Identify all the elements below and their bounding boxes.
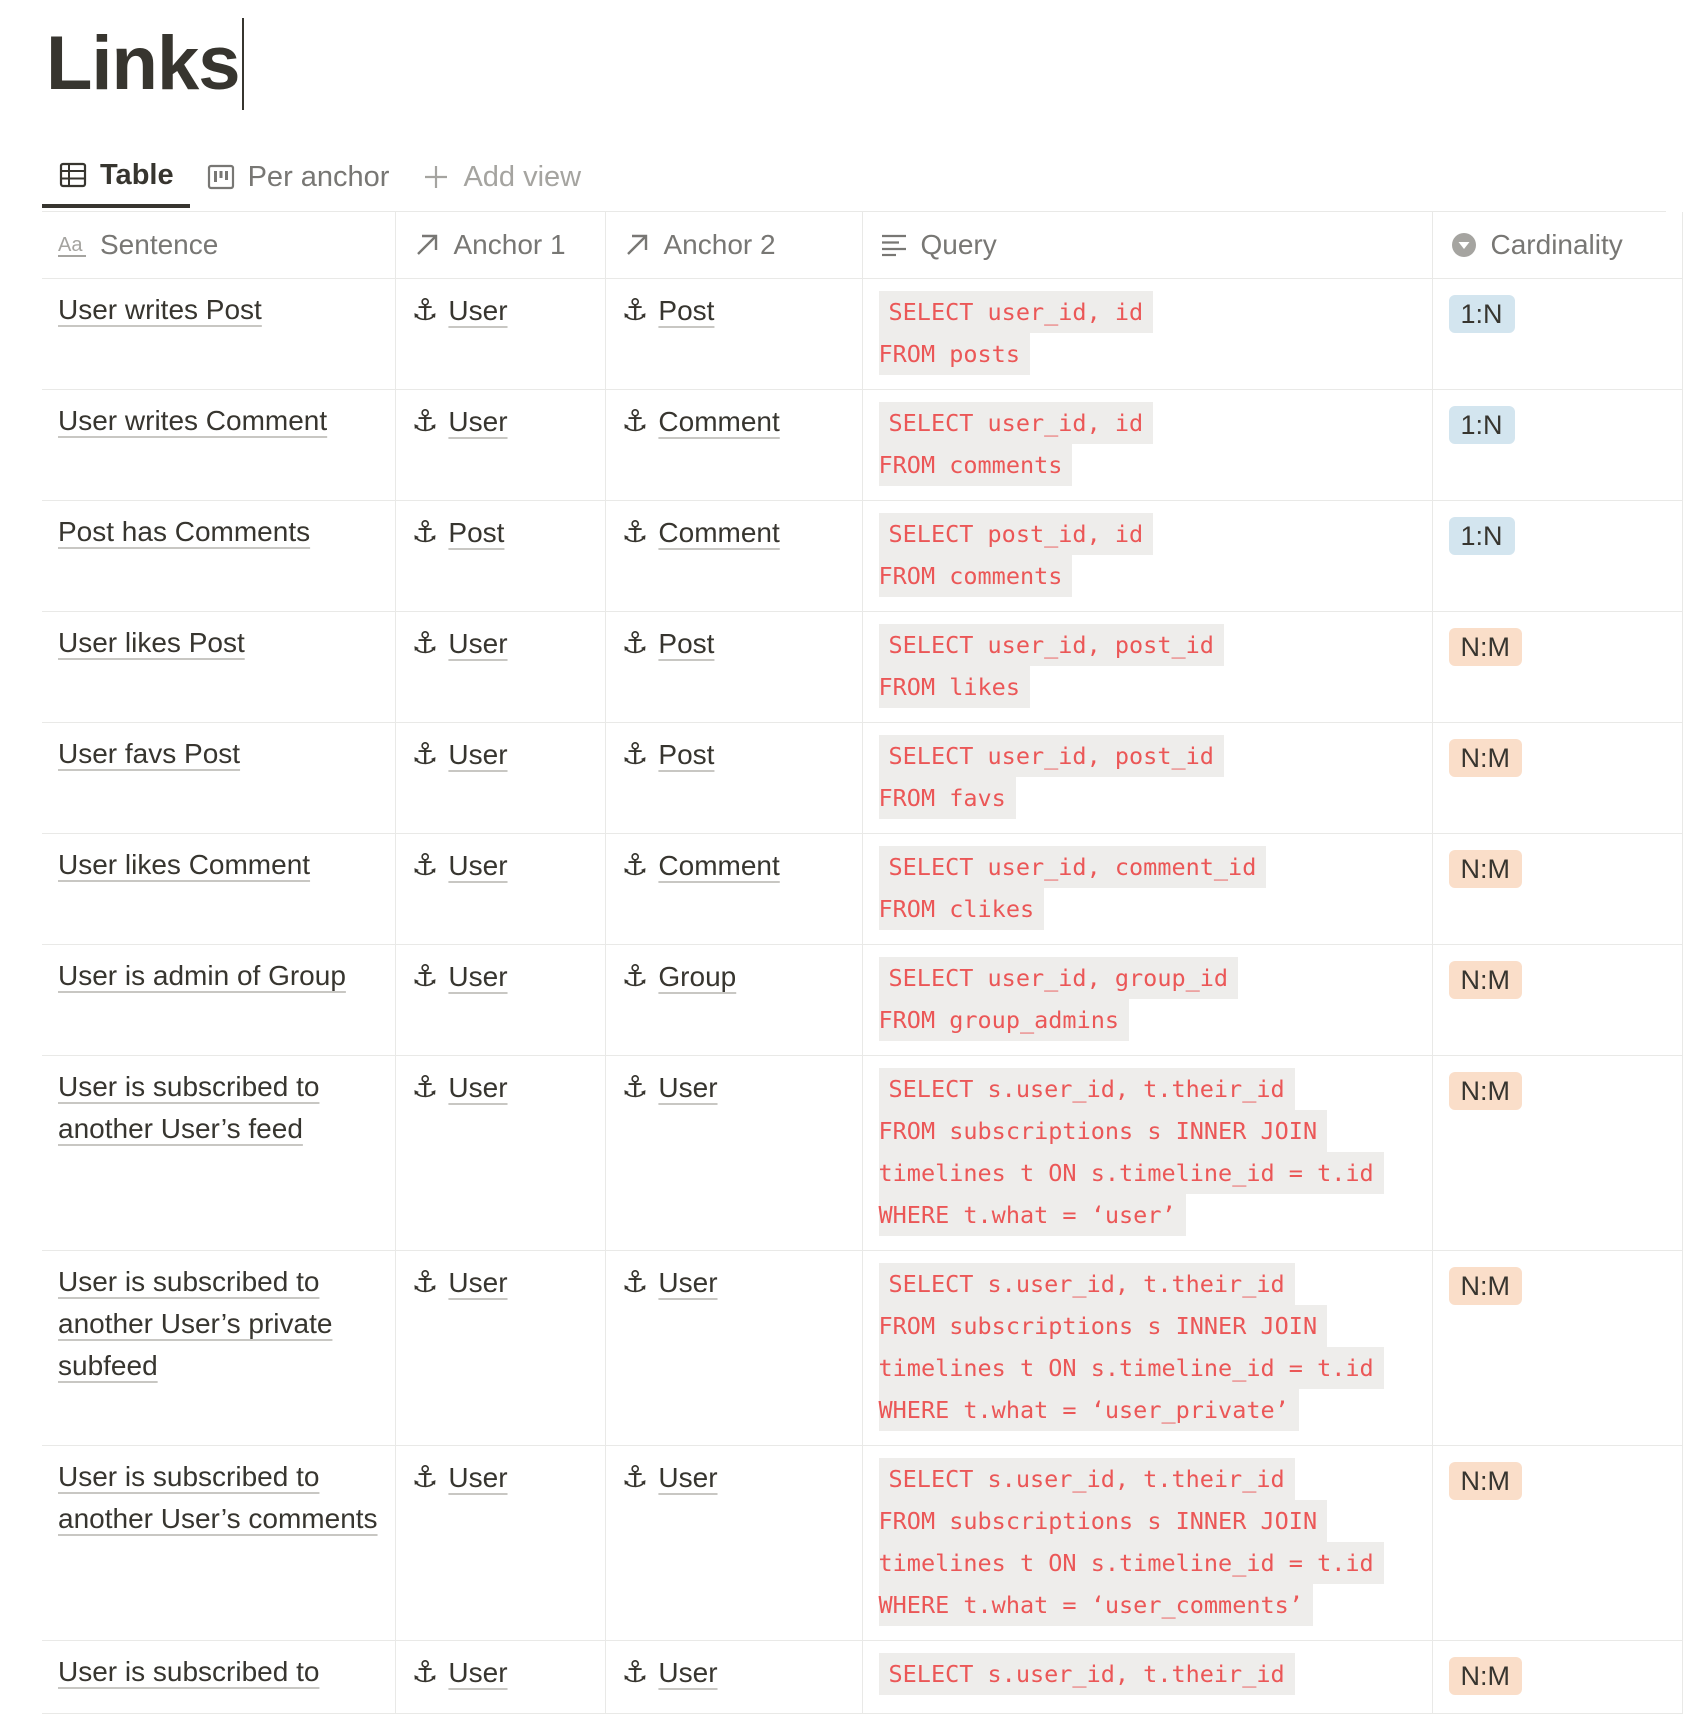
cell-anchor-1[interactable] bbox=[395, 945, 605, 1056]
cell-query[interactable] bbox=[862, 1056, 1432, 1251]
tab-label: Add view bbox=[463, 160, 582, 193]
query-line: timelines t ON s.timeline_id = t.id bbox=[879, 1152, 1384, 1194]
column-header-anchor-1[interactable] bbox=[395, 212, 605, 279]
anchor-link[interactable]: User bbox=[448, 961, 508, 992]
cell-query[interactable] bbox=[862, 945, 1432, 1056]
cell-cardinality[interactable] bbox=[1432, 1641, 1682, 1714]
inline-code-block bbox=[879, 945, 1416, 1055]
anchor-icon: ⚓ bbox=[621, 737, 649, 772]
cell-cardinality[interactable] bbox=[1432, 390, 1682, 501]
inline-code-block bbox=[879, 1641, 1416, 1709]
column-header-anchor-2[interactable] bbox=[605, 212, 862, 279]
cell-sentence[interactable] bbox=[42, 834, 395, 945]
query-line: timelines t ON s.timeline_id = t.id bbox=[879, 1347, 1384, 1389]
cell-anchor-2[interactable] bbox=[605, 1446, 862, 1641]
query-line: SELECT s.user_id, t.their_id bbox=[879, 1068, 1295, 1110]
plus-icon bbox=[421, 162, 451, 192]
text-caret bbox=[242, 18, 244, 110]
anchor-link[interactable]: Post bbox=[658, 295, 715, 326]
sentence-text[interactable]: Post has Comments bbox=[58, 516, 311, 547]
cardinality-badge[interactable]: N:M bbox=[1449, 628, 1523, 666]
table-row[interactable] bbox=[42, 723, 1682, 834]
anchor-link[interactable]: Comment bbox=[658, 517, 780, 548]
anchor-link[interactable]: User bbox=[448, 628, 508, 659]
query-line: WHERE t.what = ‘user_private’ bbox=[879, 1389, 1299, 1431]
table-row[interactable] bbox=[42, 1446, 1682, 1641]
sentence-text[interactable]: User likes Comment bbox=[58, 849, 311, 880]
cell-cardinality[interactable] bbox=[1432, 723, 1682, 834]
cell-sentence[interactable] bbox=[42, 612, 395, 723]
anchor-link[interactable]: User bbox=[448, 850, 508, 881]
cell-anchor-1[interactable] bbox=[395, 1251, 605, 1446]
cell-sentence[interactable] bbox=[42, 1251, 395, 1446]
table-row[interactable] bbox=[42, 279, 1682, 390]
cardinality-badge[interactable]: 1:N bbox=[1449, 406, 1515, 444]
query-line: SELECT user_id, group_id bbox=[879, 957, 1239, 999]
query-line: SELECT user_id, post_id bbox=[879, 624, 1224, 666]
cell-sentence[interactable] bbox=[42, 501, 395, 612]
query-line: SELECT user_id, post_id bbox=[879, 735, 1224, 777]
inline-code-block bbox=[879, 834, 1416, 944]
select-chevron-icon bbox=[1449, 230, 1479, 260]
column-label: Anchor 2 bbox=[663, 229, 776, 260]
anchor-icon: ⚓ bbox=[621, 848, 649, 883]
cell-anchor-1[interactable] bbox=[395, 1446, 605, 1641]
sentence-text[interactable]: User writes Post bbox=[58, 294, 262, 325]
anchor-icon: ⚓ bbox=[411, 848, 439, 883]
cell-anchor-2[interactable] bbox=[605, 612, 862, 723]
anchor-icon: ⚓ bbox=[411, 737, 439, 772]
query-line: SELECT user_id, id bbox=[879, 291, 1154, 333]
sentence-text[interactable]: User likes Post bbox=[58, 627, 245, 658]
anchor-link[interactable]: User bbox=[448, 295, 508, 326]
query-line: WHERE t.what = ‘user_comments’ bbox=[879, 1584, 1313, 1626]
sentence-text[interactable]: User favs Post bbox=[58, 738, 241, 769]
cell-sentence[interactable] bbox=[42, 1056, 395, 1251]
query-line: FROM clikes bbox=[879, 888, 1045, 930]
column-label: Sentence bbox=[100, 229, 219, 260]
tab-table[interactable] bbox=[42, 146, 190, 208]
view-tabs bbox=[42, 144, 597, 210]
sentence-text[interactable]: User is subscribed to bbox=[58, 1656, 320, 1687]
tab-per-anchor[interactable] bbox=[190, 146, 406, 208]
query-line: SELECT s.user_id, t.their_id bbox=[879, 1263, 1295, 1305]
cardinality-badge[interactable]: N:M bbox=[1449, 1462, 1523, 1500]
cell-cardinality[interactable] bbox=[1432, 612, 1682, 723]
anchor-icon: ⚓ bbox=[411, 1460, 439, 1495]
cell-cardinality[interactable] bbox=[1432, 1056, 1682, 1251]
cell-anchor-2[interactable] bbox=[605, 945, 862, 1056]
anchor-icon: ⚓ bbox=[411, 1265, 439, 1300]
query-line: FROM favs bbox=[879, 777, 1016, 819]
paragraph-lines-icon bbox=[879, 230, 909, 260]
inline-code-block bbox=[879, 1056, 1416, 1250]
query-line: SELECT post_id, id bbox=[879, 513, 1154, 555]
anchor-link[interactable]: Post bbox=[448, 517, 505, 548]
cardinality-badge[interactable]: N:M bbox=[1449, 1267, 1523, 1305]
cell-anchor-2[interactable] bbox=[605, 390, 862, 501]
query-line: FROM subscriptions s INNER JOIN bbox=[879, 1110, 1328, 1152]
query-line: FROM subscriptions s INNER JOIN bbox=[879, 1305, 1328, 1347]
tab-label: Table bbox=[100, 158, 174, 191]
table-row[interactable] bbox=[42, 390, 1682, 501]
cell-anchor-2[interactable] bbox=[605, 1056, 862, 1251]
text-property-icon bbox=[58, 230, 88, 260]
inline-code-block bbox=[879, 1251, 1416, 1445]
anchor-link[interactable]: Group bbox=[658, 961, 737, 992]
sentence-text[interactable]: User is subscribed to another User’s feed bbox=[58, 1071, 320, 1144]
query-line: timelines t ON s.timeline_id = t.id bbox=[879, 1542, 1384, 1584]
anchor-link[interactable]: User bbox=[448, 406, 508, 437]
cell-anchor-1[interactable] bbox=[395, 1641, 605, 1714]
cell-sentence[interactable] bbox=[42, 723, 395, 834]
anchor-link[interactable]: Comment bbox=[658, 850, 780, 881]
anchor-link[interactable]: Comment bbox=[658, 406, 780, 437]
anchor-icon: ⚓ bbox=[621, 626, 649, 661]
query-line: SELECT s.user_id, t.their_id bbox=[879, 1653, 1295, 1695]
table-row[interactable] bbox=[42, 1641, 1682, 1714]
anchor-link[interactable]: User bbox=[658, 1267, 718, 1298]
cell-anchor-2[interactable] bbox=[605, 279, 862, 390]
table-row[interactable] bbox=[42, 945, 1682, 1056]
page-title[interactable] bbox=[46, 18, 244, 110]
cell-anchor-2[interactable] bbox=[605, 834, 862, 945]
cell-cardinality[interactable] bbox=[1432, 1446, 1682, 1641]
cell-query[interactable] bbox=[862, 1251, 1432, 1446]
column-header-cardinality[interactable] bbox=[1432, 212, 1682, 279]
inline-code-block bbox=[879, 390, 1416, 500]
anchor-icon: ⚓ bbox=[621, 1265, 649, 1300]
cell-query[interactable] bbox=[862, 279, 1432, 390]
query-line: FROM posts bbox=[879, 333, 1030, 375]
table-row[interactable] bbox=[42, 834, 1682, 945]
anchor-icon: ⚓ bbox=[411, 626, 439, 661]
page-title-text[interactable]: Links bbox=[46, 21, 240, 107]
anchor-icon: ⚓ bbox=[621, 293, 649, 328]
cell-query[interactable] bbox=[862, 834, 1432, 945]
sentence-text[interactable]: User is subscribed to another User’s comments bbox=[58, 1461, 378, 1534]
anchor-link[interactable]: User bbox=[658, 1657, 718, 1688]
anchor-link[interactable]: User bbox=[448, 1072, 508, 1103]
cell-query[interactable] bbox=[862, 612, 1432, 723]
anchor-link[interactable]: User bbox=[448, 1657, 508, 1688]
cell-cardinality[interactable] bbox=[1432, 1251, 1682, 1446]
cell-query[interactable] bbox=[862, 1446, 1432, 1641]
relation-arrow-icon bbox=[622, 230, 652, 260]
column-header-sentence[interactable] bbox=[42, 212, 395, 279]
query-line: FROM comments bbox=[879, 444, 1073, 486]
cell-query[interactable] bbox=[862, 723, 1432, 834]
tab-label: Per anchor bbox=[247, 160, 390, 193]
anchor-icon: ⚓ bbox=[411, 1070, 439, 1105]
cardinality-badge[interactable]: 1:N bbox=[1449, 517, 1515, 555]
column-label: Cardinality bbox=[1490, 229, 1623, 260]
query-line: FROM group_admins bbox=[879, 999, 1130, 1041]
cell-sentence[interactable] bbox=[42, 945, 395, 1056]
column-header-query[interactable] bbox=[862, 212, 1432, 279]
inline-code-block bbox=[879, 501, 1416, 611]
cell-anchor-1[interactable] bbox=[395, 723, 605, 834]
anchor-link[interactable]: User bbox=[448, 1462, 508, 1493]
cardinality-badge[interactable]: N:M bbox=[1449, 1657, 1523, 1695]
svg-text:Aa: Aa bbox=[58, 234, 83, 256]
cell-cardinality[interactable] bbox=[1432, 945, 1682, 1056]
sentence-text[interactable]: User is subscribed to another User’s private subfeed bbox=[58, 1266, 333, 1381]
table-row[interactable] bbox=[42, 612, 1682, 723]
cell-cardinality[interactable] bbox=[1432, 501, 1682, 612]
add-view-button[interactable] bbox=[405, 146, 597, 208]
anchor-icon: ⚓ bbox=[411, 515, 439, 550]
inline-code-block bbox=[879, 279, 1416, 389]
cell-sentence[interactable] bbox=[42, 1641, 395, 1714]
query-line: FROM likes bbox=[879, 666, 1030, 708]
board-icon bbox=[206, 162, 236, 192]
table-header-row bbox=[42, 212, 1682, 279]
anchor-link[interactable]: User bbox=[658, 1072, 718, 1103]
cardinality-badge[interactable]: N:M bbox=[1449, 739, 1523, 777]
cell-anchor-1[interactable] bbox=[395, 390, 605, 501]
cell-anchor-1[interactable] bbox=[395, 834, 605, 945]
anchor-icon: ⚓ bbox=[621, 404, 649, 439]
cell-anchor-1[interactable] bbox=[395, 1056, 605, 1251]
table-row[interactable] bbox=[42, 1251, 1682, 1446]
anchor-link[interactable]: Post bbox=[658, 739, 715, 770]
cell-anchor-1[interactable] bbox=[395, 279, 605, 390]
anchor-icon: ⚓ bbox=[621, 1070, 649, 1105]
cell-cardinality[interactable] bbox=[1432, 279, 1682, 390]
table-icon bbox=[58, 160, 88, 190]
query-line: SELECT s.user_id, t.their_id bbox=[879, 1458, 1295, 1500]
query-line: FROM comments bbox=[879, 555, 1073, 597]
column-label: Anchor 1 bbox=[453, 229, 566, 260]
anchor-icon: ⚓ bbox=[411, 404, 439, 439]
cell-anchor-2[interactable] bbox=[605, 723, 862, 834]
anchor-icon: ⚓ bbox=[621, 959, 649, 994]
cell-anchor-1[interactable] bbox=[395, 501, 605, 612]
query-line: WHERE t.what = ‘user’ bbox=[879, 1194, 1186, 1236]
cardinality-badge[interactable]: N:M bbox=[1449, 961, 1523, 999]
anchor-icon: ⚓ bbox=[621, 1655, 649, 1690]
sentence-text[interactable]: User is admin of Group bbox=[58, 960, 346, 991]
cell-sentence[interactable] bbox=[42, 390, 395, 501]
column-label: Query bbox=[920, 229, 997, 260]
inline-code-block bbox=[879, 723, 1416, 833]
table-row[interactable] bbox=[42, 501, 1682, 612]
anchor-link[interactable]: User bbox=[658, 1462, 718, 1493]
cell-anchor-1[interactable] bbox=[395, 612, 605, 723]
cell-sentence[interactable] bbox=[42, 279, 395, 390]
links-table bbox=[42, 212, 1683, 1714]
cell-anchor-2[interactable] bbox=[605, 501, 862, 612]
query-line: FROM subscriptions s INNER JOIN bbox=[879, 1500, 1328, 1542]
sentence-text[interactable]: User writes Comment bbox=[58, 405, 328, 436]
cell-query[interactable] bbox=[862, 1641, 1432, 1714]
query-line: SELECT user_id, comment_id bbox=[879, 846, 1267, 888]
inline-code-block bbox=[879, 1446, 1416, 1640]
cardinality-badge[interactable]: N:M bbox=[1449, 1072, 1523, 1110]
cell-query[interactable] bbox=[862, 390, 1432, 501]
anchor-icon: ⚓ bbox=[411, 959, 439, 994]
inline-code-block bbox=[879, 612, 1416, 722]
cardinality-badge[interactable]: 1:N bbox=[1449, 295, 1515, 333]
anchor-link[interactable]: User bbox=[448, 1267, 508, 1298]
anchor-icon: ⚓ bbox=[411, 1655, 439, 1690]
cell-anchor-2[interactable] bbox=[605, 1251, 862, 1446]
cell-cardinality[interactable] bbox=[1432, 834, 1682, 945]
anchor-icon: ⚓ bbox=[621, 515, 649, 550]
anchor-icon: ⚓ bbox=[621, 1460, 649, 1495]
cell-query[interactable] bbox=[862, 501, 1432, 612]
table-body bbox=[42, 279, 1682, 1714]
query-line: SELECT user_id, id bbox=[879, 402, 1154, 444]
anchor-icon: ⚓ bbox=[411, 293, 439, 328]
anchor-link[interactable]: Post bbox=[658, 628, 715, 659]
anchor-link[interactable]: User bbox=[448, 739, 508, 770]
cardinality-badge[interactable]: N:M bbox=[1449, 850, 1523, 888]
cell-anchor-2[interactable] bbox=[605, 1641, 862, 1714]
relation-arrow-icon bbox=[412, 230, 442, 260]
table-row[interactable] bbox=[42, 1056, 1682, 1251]
cell-sentence[interactable] bbox=[42, 1446, 395, 1641]
